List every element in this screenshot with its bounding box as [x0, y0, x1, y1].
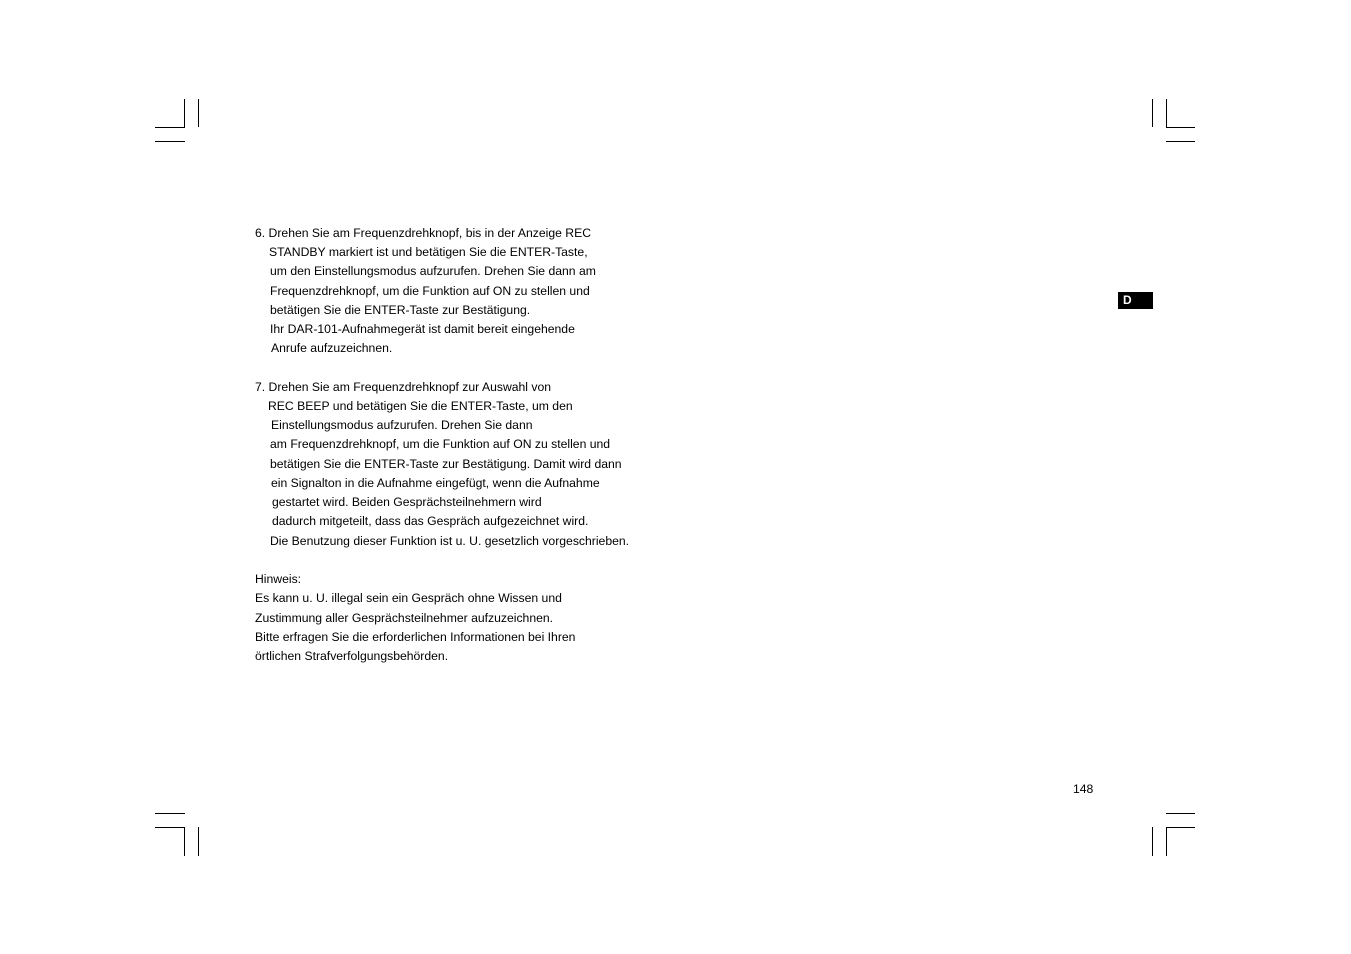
crop-mark-bottom-left [184, 827, 185, 856]
crop-mark-top-right [1152, 99, 1153, 127]
step-7-line: 7. Drehen Sie am Frequenzdrehknopf zur Auswahl von [255, 380, 552, 394]
note-line: örtlichen Strafverfolgungsbehörden. [255, 649, 449, 663]
step-7-line: REC BEEP und betätigen Sie die ENTER-Taste, um den [268, 399, 573, 413]
crop-mark-top-right [1166, 141, 1195, 142]
note-line: Es kann u. U. illegal sein ein Gespräch ohne Wissen und [255, 591, 562, 605]
step-6-line: um den Einstellungsmodus aufzurufen. Drehen Sie dann am [270, 264, 596, 278]
crop-mark-bottom-right [1152, 827, 1153, 856]
crop-mark-top-right [1166, 127, 1195, 128]
note-line: Bitte erfragen Sie die erforderlichen Informationen bei Ihren [255, 630, 576, 644]
step-6-line: Frequenzdrehknopf, um die Funktion auf ON zu stellen und [270, 284, 590, 298]
crop-mark-bottom-left [155, 813, 185, 814]
step-7-line: dadurch mitgeteilt, dass das Gespräch aufgezeichnet wird. [272, 514, 589, 528]
crop-mark-bottom-left [155, 827, 185, 828]
crop-mark-top-left [198, 99, 199, 127]
crop-mark-top-left [155, 141, 185, 142]
crop-mark-top-left [184, 99, 185, 127]
crop-mark-top-left [155, 127, 185, 128]
step-7-line: ein Signalton in die Aufnahme eingefügt, wenn die Aufnahme [271, 476, 600, 490]
step-7-line: am Frequenzdrehknopf, um die Funktion auf ON zu stellen und [270, 437, 611, 451]
step-6-line: 6. Drehen Sie am Frequenzdrehknopf, bis in der Anzeige REC [255, 226, 592, 240]
crop-mark-bottom-right [1166, 827, 1195, 828]
step-7-line: Einstellungsmodus aufzurufen. Drehen Sie dann [271, 418, 533, 432]
step-7-line: gestartet wird. Beiden Gesprächsteilnehmern wird [272, 495, 542, 509]
crop-mark-bottom-left [198, 827, 199, 856]
step-6-line: betätigen Sie die ENTER-Taste zur Bestätigung. [270, 303, 531, 317]
crop-mark-bottom-right [1166, 813, 1195, 814]
crop-mark-top-right [1166, 99, 1167, 127]
language-tab: D [1118, 292, 1153, 309]
step-7-line: Die Benutzung dieser Funktion ist u. U. gesetzlich vorgeschrieben. [270, 534, 630, 548]
step-6-line: Anrufe aufzuzeichnen. [271, 341, 393, 355]
note-heading: Hinweis: [255, 572, 302, 586]
step-6-line: STANDBY markiert ist und betätigen Sie die ENTER-Taste, [269, 245, 588, 259]
page-number: 148 [1073, 782, 1094, 796]
crop-mark-bottom-right [1166, 827, 1167, 856]
note-line: Zustimmung aller Gesprächsteilnehmer aufzuzeichnen. [255, 611, 554, 625]
step-7-line: betätigen Sie die ENTER-Taste zur Bestätigung. Damit wird dann [270, 457, 622, 471]
step-6-line: Ihr DAR-101-Aufnahmegerät ist damit bereit eingehende [270, 322, 575, 336]
